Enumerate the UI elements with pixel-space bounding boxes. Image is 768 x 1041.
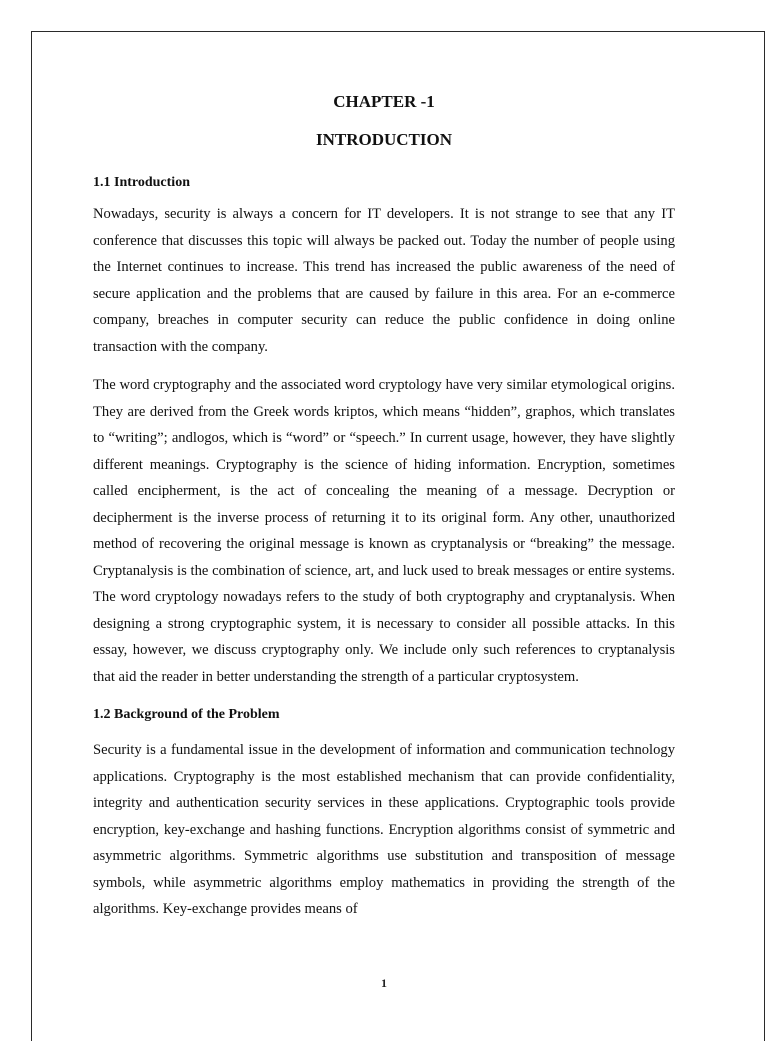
section-heading-introduction: 1.1 Introduction [93, 175, 190, 190]
page-number: 1 [381, 976, 387, 990]
section-heading-background: 1.2 Background of the Problem [93, 707, 280, 722]
chapter-title: INTRODUCTION [315, 130, 453, 149]
paragraph: Security is a fundamental issue in the development of information and communication technology applications. Cryptography is the most established mechanism that can provide confidentiality, integrity and authentication security services in these applications. Cryptographic tools provide encryption, key-exchange and hashing functions. Encryption algorithms consist of symmetric and asymmetric algorithms. Symmetric algorithms use substitution and transposition of message symbols, while asymmetric algorithms employ mathematics in providing the strength of the algorithms. Key-exchange provides means of [93, 742, 675, 917]
document-page [31, 31, 765, 1041]
paragraph: The word cryptography and the associated word cryptology have very similar etymological origins. They are derived from the Greek words kriptos, which means “hidden”, graphos, which translates to “writing”; andlogos, which is “word” or “speech.” In current usage, however, they have slightly different meanings. Cryptography is the science of hiding information. Encryption, sometimes called encipherment, is the act of concealing the meaning of a message. Decryption or decipherment is the inverse process of returning it to its original form. Any other, unauthorized method of recovering the original message is known as cryptanalysis or “breaking” the message. Cryptanalysis is the combination of science, art, and luck used to break messages or entire systems. The word cryptology nowadays refers to the study of both cryptography and cryptanalysis. When designing a strong cryptographic system, it is necessary to consider all possible attacks. In this essay, however, we discuss cryptography only. We include only such references to cryptanalysis that aid the reader in better understanding the strength of a particular cryptosystem. [93, 377, 675, 685]
chapter-number: CHAPTER -1 [333, 92, 435, 111]
paragraph: Nowadays, security is always a concern for IT developers. It is not strange to see that any IT conference that discusses this topic will always be packed out. Today the number of people using the Internet continues to increase. This trend has increased the public awareness of the need of secure application and the problems that are caused by failure in this area. For an e-commerce company, breaches in computer security can reduce the public confidence in doing online transaction with the company. [93, 206, 675, 355]
page-content [93, 92, 675, 923]
